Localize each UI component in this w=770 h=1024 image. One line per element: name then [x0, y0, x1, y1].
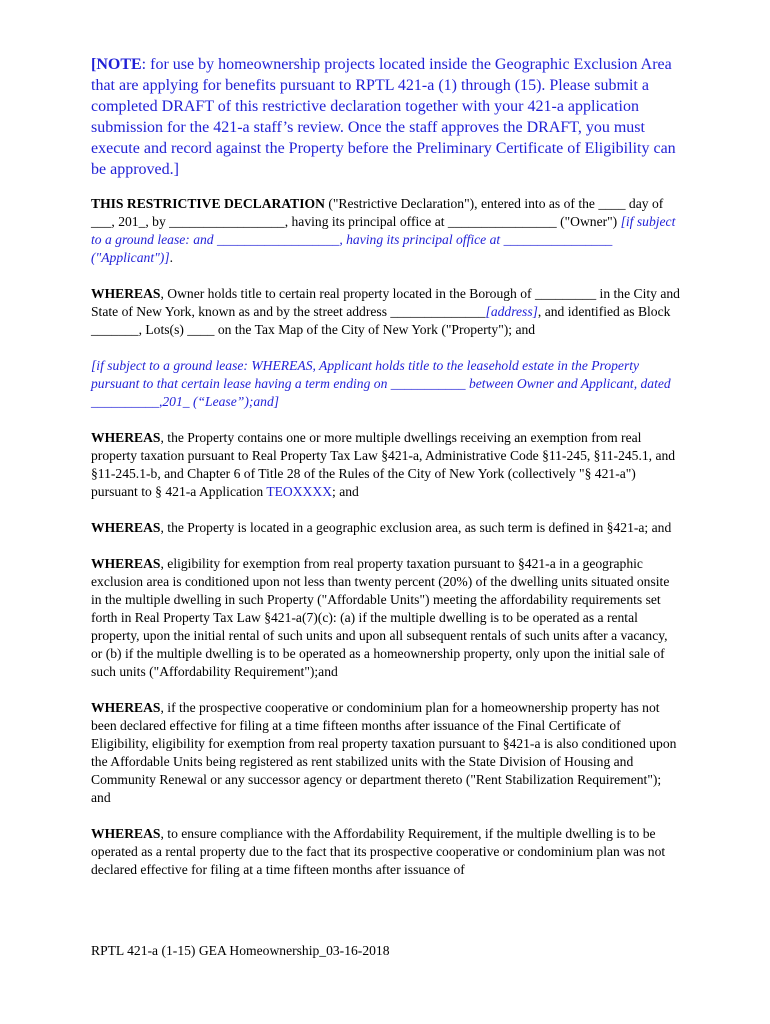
ground-lease-clause: [if subject to a ground lease: and __________________, having its principal office at ________________ ("Applicant")]	[91, 214, 676, 265]
whereas-text: , eligibility for exemption from real property taxation pursuant to §421-a in a geographic exclusion area is conditioned upon not less than twenty percent (20%) of the dwelling units situated onsite in the multiple dwelling in such Property ("Affordable Units") meeting the affordability requirements set forth in Real Property Tax Law §421-a(7)(c): (a) if the multiple dwelling is to be operated as a rental property, upon the initial rental of such units and upon all subsequent rentals of such units after a vacancy, or (b) if the multiple dwelling is to be operated as a homeownership property, only upon the initial sale of such units ("Affordability Requirement");and	[91, 556, 670, 679]
paragraph-ground-lease: [if subject to a ground lease: WHEREAS, Applicant holds title to the leasehold estate in the Property pursuant to that certain lease having a term ending on ___________ between Owner and Applicant, dated __________,201_ (“Lease”);and]	[91, 358, 671, 409]
page-footer: RPTL 421-a (1-15) GEA Homeownership_03-16-2018	[91, 943, 390, 958]
paragraph-whereas-exclusion-area	[91, 519, 681, 537]
address-placeholder: [address]	[485, 304, 538, 319]
declaration-body	[91, 195, 681, 897]
whereas-text: , the Property contains one or more multiple dwellings receiving an exemption from real property taxation pursuant to Real Property Tax Law §421-a, Administrative Code §11-245, §11-245.1, and §11-245.1-b, and Chapter 6 of Title 28 of the Rules of the City of New York (collectively "§ 421-a") pursuant to § 421-a Application	[91, 430, 676, 499]
paragraph-preamble	[91, 195, 681, 267]
whereas-text: , Owner holds title to certain real property located in the Borough of _________ in the City and State of New York, known as and by the street address ______________	[91, 286, 680, 319]
whereas-text-end: ; and	[332, 484, 359, 499]
whereas-text: , if the prospective cooperative or condominium plan for a homeownership property has not been declared effective for filing at a time fifteen months after issuance of the Final Certificate of Eligibility, eligibility for exemption from real property taxation pursuant to §421-a is also conditioned upon the Affordable Units being registered as rent stabilized units with the State Division of Housing and Community Renewal or any successor agency or department thereto ("Rent Stabilization Requirement"); and	[91, 700, 677, 805]
whereas-text-end: , and identified as Block _______, Lots(s) ____ on the Tax Map of the City of New York ("Property"); and	[91, 304, 671, 337]
paragraph-whereas-exemption	[91, 429, 681, 501]
whereas-text: , the Property is located in a geographic exclusion area, as such term is defined in §421-a; and	[160, 520, 672, 535]
whereas-label: WHEREAS	[91, 286, 161, 301]
note-lead: [NOTE	[91, 56, 142, 73]
paragraph-whereas-title	[91, 285, 681, 339]
paragraph-whereas-affordability	[91, 555, 681, 681]
preamble-text: ("Restrictive Declaration"), entered into as of the ____ day of ___, 201_, by _________________, having its principal office at ________________ ("Owner")	[91, 196, 664, 229]
note-text: : for use by homeownership projects located inside the Geographic Exclusion Area that are applying for benefits pursuant to RPTL 421-a (1) through (15). Please submit a completed DRAFT of this restrictive declaration together with your 421-a application submission for the 421-a staff’s review. Once the staff approves the DRAFT, you must execute and record against the Property before the Preliminary Certificate of Eligibility can be approved.]	[91, 56, 676, 178]
whereas-label: WHEREAS	[91, 430, 161, 445]
preamble-end: .	[169, 250, 174, 265]
whereas-label: WHEREAS	[91, 826, 161, 841]
paragraph-whereas-rent-stabilization	[91, 699, 681, 807]
declaration-title: THIS RESTRICTIVE DECLARATION	[91, 196, 325, 211]
paragraph-whereas-compliance	[91, 825, 681, 879]
whereas-text: , to ensure compliance with the Affordability Requirement, if the multiple dwelling is to be operated as a rental property due to the fact that its prospective cooperative or condominium plan was not declared effective for filing at a time fifteen months after issuance of	[91, 826, 666, 877]
whereas-label: WHEREAS	[91, 556, 161, 571]
whereas-label: WHEREAS	[91, 520, 161, 535]
whereas-label: WHEREAS	[91, 700, 161, 715]
instruction-note	[91, 54, 691, 180]
application-number: TEOXXXX	[266, 484, 333, 499]
